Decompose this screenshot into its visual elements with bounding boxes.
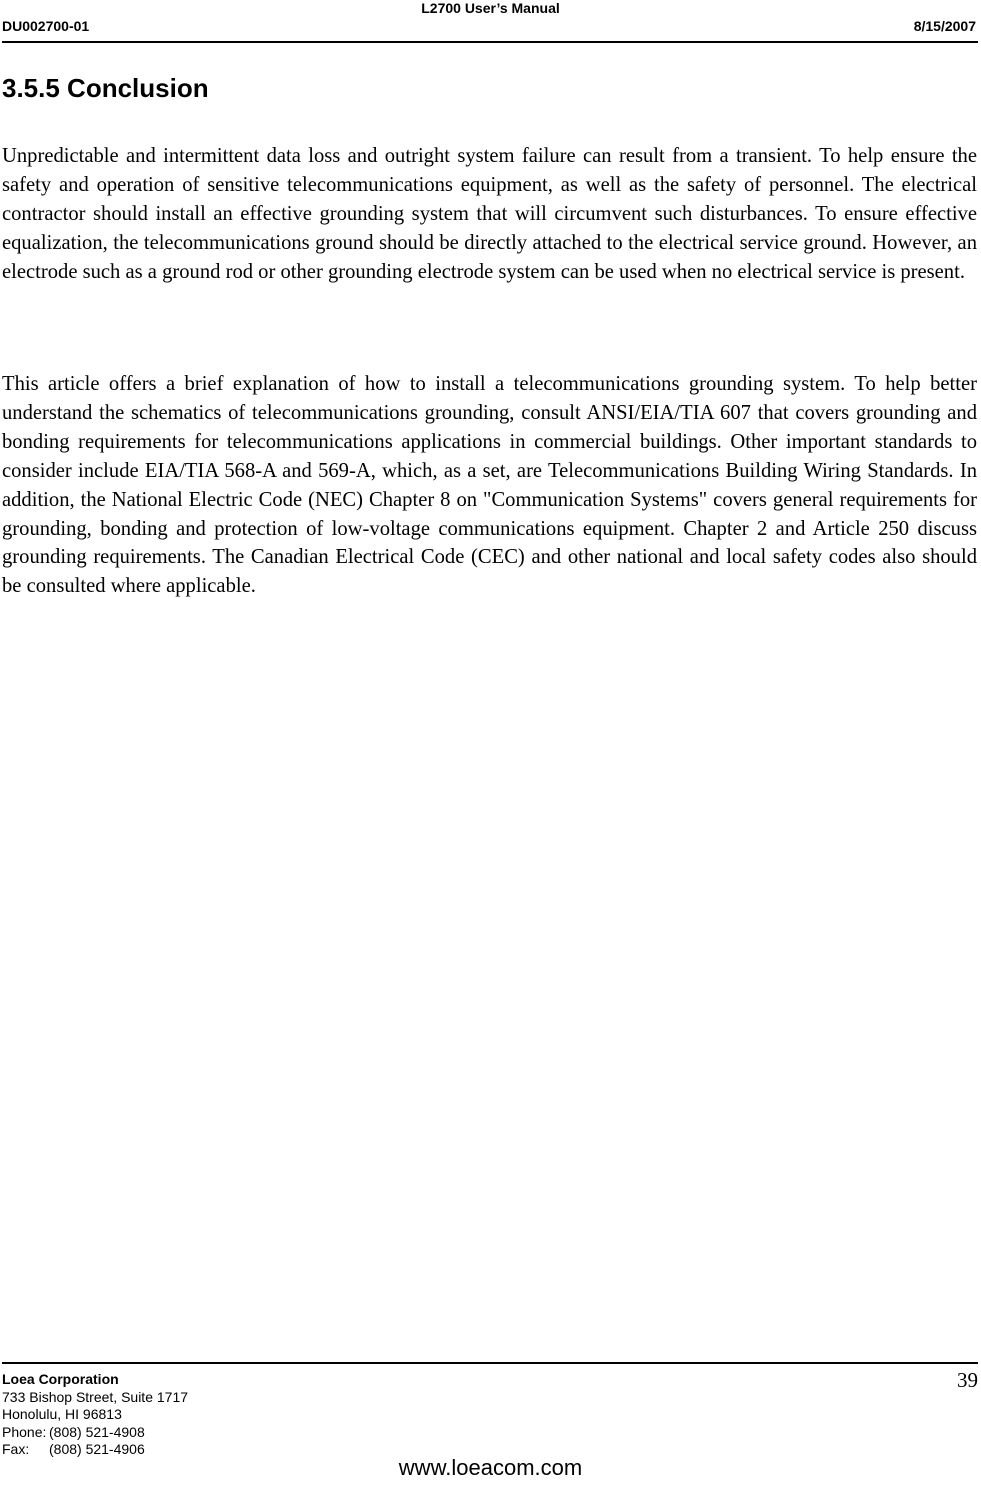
body-paragraph-1: Unpredictable and intermittent data loss and outright system failure can result from a transient. To help ensure the safety and operation of sensitive telecommunications equipment, as well as the safety of personnel. The electrical contractor should install an effective grounding system that will circumvent such disturbances. To ensure effective equalization, the telecommunications ground should be directly attached to the electrical service ground. However, an electrode such as a ground rod or other grounding electrode system can be used when no electrical service is present. bbox=[2, 145, 977, 283]
footer-divider bbox=[2, 1362, 978, 1364]
section-heading: 3.5.5 Conclusion bbox=[2, 73, 209, 103]
page-header bbox=[0, 0, 981, 46]
phone-label: Phone: bbox=[2, 1423, 47, 1440]
header-divider bbox=[2, 41, 978, 43]
company-name: Loea Corporation bbox=[2, 1371, 119, 1387]
document-id: DU002700-01 bbox=[2, 18, 90, 34]
website-url: www.loeacom.com bbox=[398, 1455, 583, 1480]
address-line-1: 733 Bishop Street, Suite 1717 bbox=[2, 1388, 189, 1405]
footer-contact-block bbox=[2, 1371, 188, 1459]
phone-row bbox=[2, 1424, 188, 1442]
fax-label: Fax: bbox=[2, 1441, 30, 1457]
phone-number: (808) 521-4908 bbox=[49, 1423, 145, 1440]
fax-number: (808) 521-4906 bbox=[49, 1441, 145, 1457]
body-paragraph-2: This article offers a brief explanation of how to install a telecommunications grounding system. To help better understand the schematics of telecommunications grounding, consult ANSI/EIA/TIA 607 that covers grounding and bonding requirements for telecommunications applications in commercial buildings. Other important standards to consider include EIA/TIA 568-A and 569-A, which, as a set, are Telecommunications Building Wiring Standards. In addition, the National Electric Code (NEC) Chapter 8 on "Communication Systems" covers general requirements for grounding, bonding and protection of low-voltage communications equipment. Chapter 2 and Article 250 discuss grounding requirements. The Canadian Electrical Code (CEC) and other national and local safety codes also should be consulted where applicable. bbox=[2, 373, 977, 598]
manual-title: L2700 User’s Manual bbox=[421, 0, 560, 16]
document-date: 8/15/2007 bbox=[913, 18, 976, 34]
page-number: 39 bbox=[957, 1368, 978, 1392]
address-line-2: Honolulu, HI 96813 bbox=[2, 1406, 122, 1422]
